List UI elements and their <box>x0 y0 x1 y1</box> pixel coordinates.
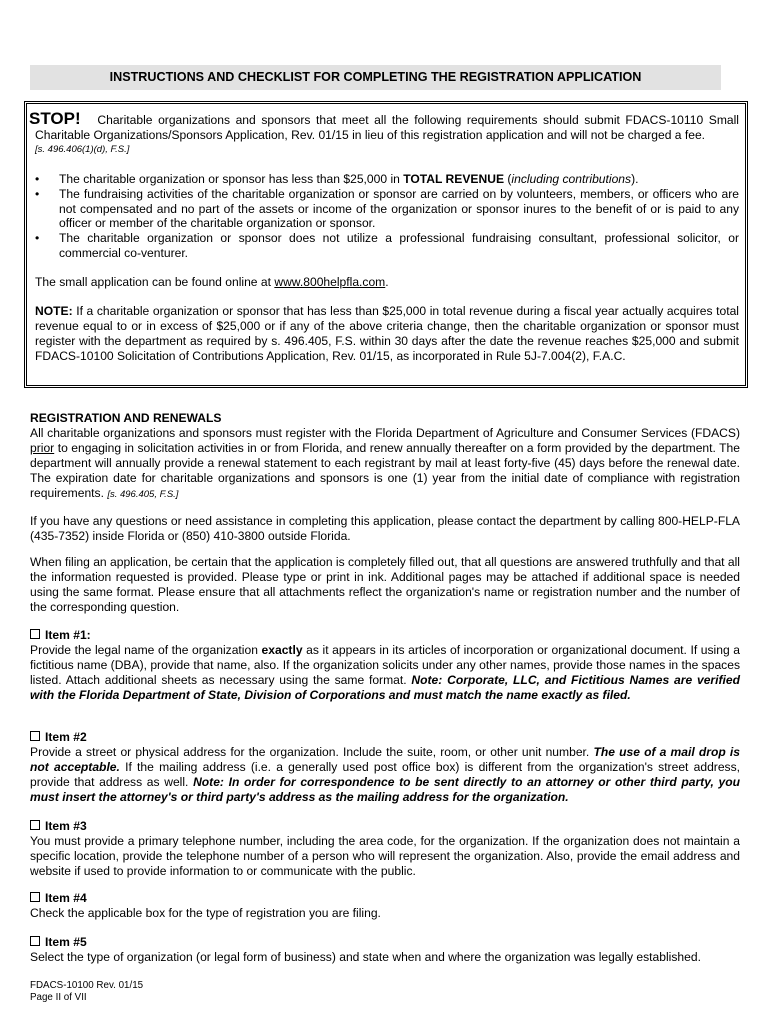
item-1-text-b: as it appears in its articles of incorporation or organizational document. If using a fictitious name (DBA), provide that name, also. If the organization solicits under any other names, provide those names in the spaces listed. Attach additional sheets as necessary using the same format. <box>30 642 741 687</box>
note-label: NOTE: <box>35 304 73 319</box>
registration-paragraph <box>30 426 740 503</box>
registration-text-cont: to engaging in solicitation activities in or from Florida, and renew annually thereafter on a form provided by the department. The department will annually provide a renewal statement to each registrant by mail at least forty-five (45) days before the renewal date. The expiration date for charitable organizations and sponsors is one (1) year from the initial date of compliance with registration requirements. <box>30 440 740 500</box>
bullet-icon: • <box>35 186 40 201</box>
bullet-icon: • <box>35 171 40 186</box>
item-4-section <box>30 891 740 921</box>
stop-notice-content <box>29 109 739 364</box>
requirements-list <box>35 172 739 261</box>
item-5-heading <box>30 935 740 950</box>
stop-intro <box>29 109 739 143</box>
exactly-text: exactly <box>261 642 303 657</box>
item-2-section <box>30 730 740 805</box>
item-1-label: Item #1: <box>45 628 91 642</box>
total-revenue-label: TOTAL REVENUE <box>403 171 505 186</box>
item-1-note: Note: Corporate, LLC, and Fictitious Names are verified with the Florida Department of State, Division of Corporations and must match the name exactly as filed. <box>30 672 740 702</box>
item-4-text: Check the applicable box for the type of registration you are filing. <box>30 905 381 920</box>
item-2-heading <box>30 730 740 745</box>
item-2-note: Note: In order for correspondence to be sent directly to an attorney or other third party, you must insert the attorney's or third party's address as the mailing address for the organization. <box>30 774 740 804</box>
helpfla-link[interactable]: www.800helpfla.com <box>274 275 386 290</box>
item-2-text-c: If the mailing address (i.e. a generally used post office box) is different from the organization's street address, provide that address as well. <box>30 759 741 789</box>
requirement-text: The fundraising activities of the charitable organization or sponsor are carried on by volunteers, members, or officers who are not compensated and no part of the assets or income of the organization or sponsor inures to the benefit of or is paid to any officer or member of the charitable organization or sponsor. <box>59 186 739 231</box>
registration-section <box>30 411 740 502</box>
checkbox-icon <box>30 820 40 830</box>
page-number: Page II of VII <box>30 992 87 1003</box>
stop-intro-text: Charitable organizations and sponsors that meet all the following requirements should submit FDACS-10110 Small Charitable Organizations/Sponsors Application, Rev. 01/15 in lieu of this registration application and will not be charged a fee. <box>35 113 739 142</box>
item-5-section <box>30 935 740 965</box>
registration-citation: [s. 496.405, F.S.] <box>107 488 179 500</box>
prior-text: prior <box>30 440 55 455</box>
requirement-item <box>35 187 739 232</box>
stop-word: STOP! <box>29 109 81 128</box>
bullet-icon: • <box>35 231 40 246</box>
requirement-text: The charitable organization or sponsor has less than $25,000 in <box>59 171 404 186</box>
item-3-label: Item #3 <box>45 819 87 833</box>
registration-text: All charitable organizations and sponsors must register with the Florida Department of Agriculture and Consumer Services (FDACS) <box>30 425 740 440</box>
filing-paragraph: When filing an application, be certain that the application is completely filled out, that all questions are answered truthfully and that all the information requested is provided. Please type or print in ink. Additional pages may be attached if additional space is needed using the same format. Please ensure that all attachments reflect the organization's name or registration number and the number of the corresponding question. <box>30 555 740 614</box>
item-1-section <box>30 628 740 703</box>
note-text: If a charitable organization or sponsor that has less than $25,000 in total revenue during a fiscal year actually acquires total revenue equal to or in excess of $25,000 or if any of the above criteria change, then the charitable organization or sponsor must register with the department as required by s. 496.405, F.S. within 30 days after the date the revenue reaches $25,000 and submit FDACS-10100 Solicitation of Contributions Application, Rev. 01/15, as incorporated in Rule 5J-7.004(2), F.A.C. <box>35 304 739 363</box>
checkbox-icon <box>30 936 40 946</box>
item-5-label: Item #5 <box>45 935 87 949</box>
requirement-text: The charitable organization or sponsor does not utilize a professional fundraising consultant, professional solicitor, or commercial co-venturer. <box>59 231 739 261</box>
contact-paragraph: If you have any questions or need assistance in completing this application, please contact the department by calling 800-HELP-FLA (435-7352) inside Florida or (850) 410-3800 outside Florida. <box>30 514 740 543</box>
mail-drop-warning: The use of a mail drop is not acceptable. <box>30 744 741 774</box>
stop-notice-box <box>24 101 748 388</box>
requirement-item <box>35 172 739 187</box>
page-title: INSTRUCTIONS AND CHECKLIST FOR COMPLETING THE REGISTRATION APPLICATION <box>30 65 721 90</box>
item-4-label: Item #4 <box>45 891 87 905</box>
item-3-text: You must provide a primary telephone number, including the area code, for the organization. If the organization does not maintain a specific location, provide the telephone number of a person who will represent the organization. Also, provide the email address and website if used to provide information to or communicate with the public. <box>30 833 740 878</box>
stop-citation: [s. 496.406(1)(d), F.S.] <box>35 143 130 155</box>
item-5-text: Select the type of organization (or legal form of business) and state when and where the organization was legally established. <box>30 949 701 964</box>
small-app-period: . <box>385 275 389 290</box>
form-number: FDACS-10100 Rev. 01/15 <box>30 980 144 991</box>
item-1-text-a: Provide the legal name of the organization <box>30 642 262 657</box>
item-3-section <box>30 819 740 879</box>
checkbox-icon <box>30 629 40 639</box>
revenue-note <box>35 304 739 364</box>
item-1-heading <box>30 628 740 643</box>
item-1-text <box>30 643 740 703</box>
small-application-note <box>35 275 739 290</box>
item-2-text-a: Provide a street or physical address for the organization. Include the suite, room, or other unit number. <box>30 744 594 759</box>
page-footer <box>30 980 143 1004</box>
small-app-text: The small application can be found online at <box>35 275 275 290</box>
item-3-heading <box>30 819 740 834</box>
requirement-item <box>35 231 739 261</box>
checkbox-icon <box>30 892 40 902</box>
including-contributions-text: including contributions <box>511 171 632 186</box>
registration-heading: REGISTRATION AND RENEWALS <box>30 411 222 425</box>
paren-open: ( <box>504 171 512 186</box>
item-4-heading <box>30 891 740 906</box>
paren-close: ). <box>631 171 639 186</box>
item-2-label: Item #2 <box>45 730 87 744</box>
item-2-text <box>30 745 740 805</box>
checkbox-icon <box>30 731 40 741</box>
